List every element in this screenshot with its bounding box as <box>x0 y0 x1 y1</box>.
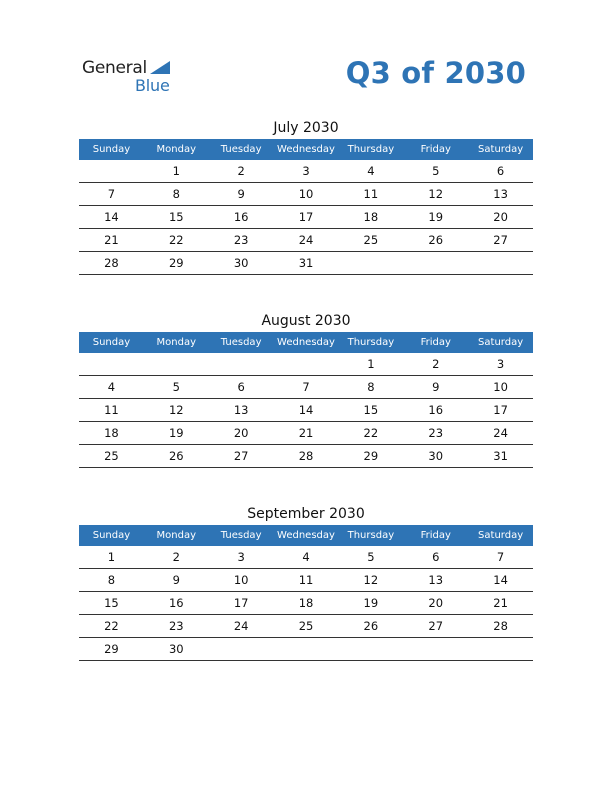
week-row <box>79 206 533 229</box>
weekday-label: Sunday <box>92 530 131 541</box>
logo-text-blue: Blue <box>135 76 170 95</box>
month-title: September 2030 <box>247 506 365 522</box>
day-cell <box>274 353 339 375</box>
day-cell <box>209 638 274 660</box>
day-cell: 16 <box>168 596 184 610</box>
week-row <box>79 615 533 638</box>
day-cell: 29 <box>104 642 119 656</box>
day-cell: 3 <box>302 164 310 178</box>
day-cell: 2 <box>237 164 245 178</box>
week-row <box>79 160 533 183</box>
day-cell: 18 <box>104 426 119 440</box>
day-cell: 25 <box>298 619 314 633</box>
day-cell <box>468 252 533 274</box>
week-row <box>79 546 533 569</box>
day-cell: 30 <box>233 256 249 270</box>
day-cell: 3 <box>496 357 505 371</box>
month-title: July 2030 <box>273 120 339 136</box>
day-cell: 20 <box>233 426 249 440</box>
day-cell <box>338 638 403 660</box>
week-row <box>79 183 533 206</box>
week-row <box>79 569 533 592</box>
day-cell <box>274 638 339 660</box>
day-cell: 21 <box>493 596 508 610</box>
day-cell: 29 <box>363 449 379 463</box>
day-cell: 1 <box>367 357 375 371</box>
day-cell: 26 <box>168 449 184 463</box>
week-row <box>79 638 533 661</box>
day-cell: 20 <box>428 596 444 610</box>
day-cell: 17 <box>233 596 249 610</box>
weekday-label: Thursday <box>347 337 395 348</box>
day-cell: 30 <box>168 642 184 656</box>
day-cell: 9 <box>172 573 180 587</box>
day-cell: 4 <box>107 380 116 394</box>
day-cell: 23 <box>233 233 249 247</box>
day-cell: 7 <box>107 187 116 201</box>
day-cell: 1 <box>107 550 116 564</box>
day-cell: 26 <box>363 619 379 633</box>
logo <box>82 58 182 94</box>
week-row <box>79 353 533 376</box>
day-cell: 22 <box>104 619 119 633</box>
day-cell: 17 <box>493 403 508 417</box>
day-cell: 13 <box>428 573 444 587</box>
day-cell <box>338 252 403 274</box>
month-calendar <box>79 503 533 661</box>
weekday-label: Monday <box>156 144 197 155</box>
weekday-header <box>79 139 533 160</box>
day-cell: 27 <box>428 619 444 633</box>
weekday-label: Wednesday <box>277 144 335 155</box>
day-cell: 9 <box>432 380 440 394</box>
weekday-label: Wednesday <box>277 337 335 348</box>
week-row <box>79 252 533 275</box>
day-cell: 4 <box>302 550 310 564</box>
day-cell: 11 <box>104 403 119 417</box>
day-cell: 23 <box>428 426 444 440</box>
week-row <box>79 376 533 399</box>
day-cell: 12 <box>428 187 444 201</box>
day-cell: 22 <box>168 233 184 247</box>
day-cell: 31 <box>298 256 314 270</box>
day-cell: 21 <box>104 233 119 247</box>
day-cell: 8 <box>107 573 116 587</box>
day-cell: 19 <box>363 596 379 610</box>
logo-triangle-icon <box>150 61 170 74</box>
weekday-label: Friday <box>420 337 451 348</box>
day-cell: 14 <box>298 403 314 417</box>
week-row <box>79 229 533 252</box>
day-cell: 1 <box>172 164 180 178</box>
day-cell: 5 <box>367 550 375 564</box>
weekday-label: Friday <box>420 530 451 541</box>
weekday-label: Tuesday <box>220 530 262 541</box>
day-cell: 24 <box>233 619 249 633</box>
weekday-label: Monday <box>156 337 197 348</box>
weekday-label: Friday <box>420 144 451 155</box>
day-cell: 5 <box>172 380 180 394</box>
day-cell: 30 <box>428 449 444 463</box>
day-cell: 28 <box>298 449 314 463</box>
day-cell: 11 <box>298 573 314 587</box>
day-cell: 12 <box>363 573 379 587</box>
day-cell: 9 <box>237 187 245 201</box>
weekday-label: Saturday <box>478 530 524 541</box>
day-cell: 8 <box>172 187 180 201</box>
day-cell: 2 <box>172 550 180 564</box>
weekday-label: Thursday <box>347 530 395 541</box>
day-cell: 6 <box>237 380 245 394</box>
weekday-label: Thursday <box>347 144 395 155</box>
day-cell: 31 <box>493 449 508 463</box>
weekday-label: Sunday <box>92 337 131 348</box>
weekday-label: Monday <box>156 530 197 541</box>
day-cell: 28 <box>493 619 508 633</box>
day-cell <box>79 160 144 182</box>
day-cell <box>403 252 468 274</box>
day-cell: 7 <box>496 550 505 564</box>
day-cell: 4 <box>367 164 375 178</box>
day-cell: 24 <box>298 233 314 247</box>
month-calendar <box>79 117 533 275</box>
day-cell: 14 <box>104 210 119 224</box>
weekday-label: Saturday <box>478 144 524 155</box>
day-cell: 26 <box>428 233 444 247</box>
day-cell: 6 <box>432 550 440 564</box>
weekday-label: Tuesday <box>220 144 262 155</box>
week-row <box>79 422 533 445</box>
day-cell <box>403 638 468 660</box>
day-cell: 14 <box>493 573 508 587</box>
day-cell: 19 <box>428 210 444 224</box>
day-cell: 15 <box>363 403 379 417</box>
day-cell: 20 <box>493 210 508 224</box>
day-cell: 29 <box>168 256 184 270</box>
day-cell: 17 <box>298 210 314 224</box>
month-title: August 2030 <box>261 313 351 329</box>
day-cell: 5 <box>432 164 440 178</box>
day-cell: 21 <box>298 426 314 440</box>
weekday-label: Wednesday <box>277 530 335 541</box>
day-cell: 16 <box>428 403 444 417</box>
day-cell: 10 <box>493 380 508 394</box>
day-cell <box>144 353 209 375</box>
day-cell: 27 <box>493 233 508 247</box>
weekday-label: Sunday <box>92 144 131 155</box>
day-cell: 8 <box>367 380 375 394</box>
day-cell: 27 <box>233 449 249 463</box>
weekday-label: Saturday <box>478 337 524 348</box>
day-cell: 12 <box>168 403 184 417</box>
weekday-header <box>79 525 533 546</box>
day-cell: 25 <box>104 449 119 463</box>
day-cell: 10 <box>233 573 249 587</box>
day-cell: 13 <box>493 187 508 201</box>
day-cell: 15 <box>104 596 119 610</box>
day-cell: 23 <box>168 619 184 633</box>
day-cell: 13 <box>233 403 249 417</box>
day-cell: 15 <box>168 210 184 224</box>
week-row <box>79 399 533 422</box>
day-cell: 3 <box>237 550 245 564</box>
day-cell: 24 <box>493 426 508 440</box>
day-cell: 28 <box>104 256 119 270</box>
day-cell: 18 <box>363 210 379 224</box>
day-cell <box>468 638 533 660</box>
week-row <box>79 592 533 615</box>
weekday-header <box>79 332 533 353</box>
logo-text-general: General <box>82 58 147 78</box>
day-cell: 19 <box>168 426 184 440</box>
day-cell <box>209 353 274 375</box>
day-cell: 6 <box>496 164 505 178</box>
day-cell: 18 <box>298 596 314 610</box>
page-title: Q3 of 2030 <box>345 56 526 90</box>
day-cell <box>79 353 144 375</box>
day-cell: 2 <box>432 357 440 371</box>
day-cell: 7 <box>302 380 310 394</box>
weekday-label: Tuesday <box>220 337 262 348</box>
day-cell: 25 <box>363 233 379 247</box>
day-cell: 22 <box>363 426 379 440</box>
week-row <box>79 445 533 468</box>
day-cell: 10 <box>298 187 314 201</box>
day-cell: 11 <box>363 187 379 201</box>
day-cell: 16 <box>233 210 249 224</box>
month-calendar <box>79 310 533 468</box>
